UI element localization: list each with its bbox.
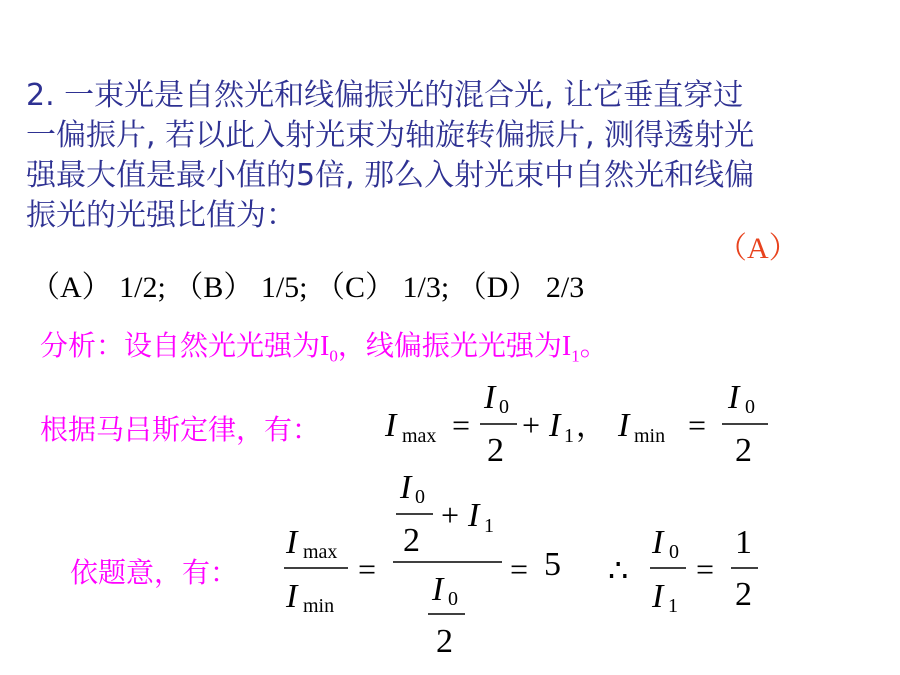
- result-one: 1: [735, 524, 752, 561]
- formula-imin: [617, 379, 768, 469]
- analysis-suffix: 。: [579, 329, 608, 362]
- answer-options: （A） 1/2; （B） 1/5; （C） 1/3; （D） 2/3: [30, 271, 585, 304]
- ratio-num-i: I: [286, 524, 298, 561]
- analysis-prefix: 分析：设自然光光强为: [40, 329, 321, 362]
- big-num-i1: I: [468, 497, 480, 534]
- imax-plus: +: [522, 407, 541, 443]
- big-num-i0: I: [400, 469, 412, 506]
- analysis-var-i1: I: [561, 331, 572, 362]
- imin-num-sub: 0: [745, 396, 755, 418]
- big-num-i1-sub: 1: [484, 515, 494, 537]
- result-num-i: I: [652, 524, 664, 561]
- big-num-plus: +: [441, 497, 460, 533]
- ratio-eq-2: =: [510, 551, 529, 587]
- formula-imax: [384, 379, 606, 469]
- ratio-num-sub: max: [303, 541, 338, 563]
- imax-eq: =: [452, 407, 471, 443]
- formula-ratio: [284, 469, 561, 660]
- imax-i: I: [385, 407, 397, 444]
- formula-result: [608, 524, 758, 617]
- ratio-den-i: I: [286, 578, 298, 615]
- imax-den: 2: [487, 432, 504, 469]
- imin-den: 2: [735, 432, 752, 469]
- ratio-den-sub: min: [303, 595, 335, 617]
- result-two: 2: [735, 576, 752, 613]
- big-den-two: 2: [436, 623, 453, 660]
- result-den-sub: 1: [668, 595, 678, 617]
- big-den-i0: I: [432, 571, 444, 608]
- question-line-3: 强最大值是最小值的5倍, 那么入射光束中自然光和线偏: [26, 158, 755, 193]
- imin-i: I: [618, 407, 630, 444]
- imax-i1-sub: 1: [564, 425, 574, 447]
- question-line-4: 振光的光强比值为：: [26, 198, 296, 233]
- imax-i1: I: [549, 407, 561, 444]
- formula-comma: ，: [576, 410, 606, 443]
- question-line-2: 一偏振片, 若以此入射光束为轴旋转偏振片, 测得透射光: [26, 118, 755, 153]
- imax-num-sub: 0: [499, 396, 509, 418]
- imax-sub: max: [402, 425, 437, 447]
- big-num-two: 2: [403, 522, 420, 559]
- imin-num-i: I: [728, 379, 740, 416]
- ratio-label: 依题意，有：: [70, 556, 239, 589]
- big-den-i0-sub: 0: [448, 588, 458, 610]
- analysis-var-i0: I: [320, 331, 330, 362]
- malus-law-label: 根据马吕斯定律，有：: [40, 413, 321, 446]
- answer-label: （A）: [717, 232, 799, 265]
- ratio-eq-1: =: [358, 551, 377, 587]
- analysis-sub-0: 0: [329, 346, 338, 366]
- imin-eq: =: [688, 407, 707, 443]
- result-den-i: I: [652, 578, 664, 615]
- analysis-sub-1: 1: [571, 346, 580, 366]
- result-num-sub: 0: [669, 541, 679, 563]
- analysis-middle: ，线偏振光光强为: [337, 329, 562, 362]
- question-line-1: 2. 一束光是自然光和线偏振光的混合光, 让它垂直穿过: [26, 78, 744, 113]
- imin-sub: min: [634, 425, 666, 447]
- ratio-five: 5: [544, 546, 561, 583]
- big-num-i0-sub: 0: [415, 486, 425, 508]
- imax-num-i: I: [484, 379, 496, 416]
- result-eq: =: [696, 551, 715, 587]
- therefore-symbol: ∴: [608, 552, 629, 588]
